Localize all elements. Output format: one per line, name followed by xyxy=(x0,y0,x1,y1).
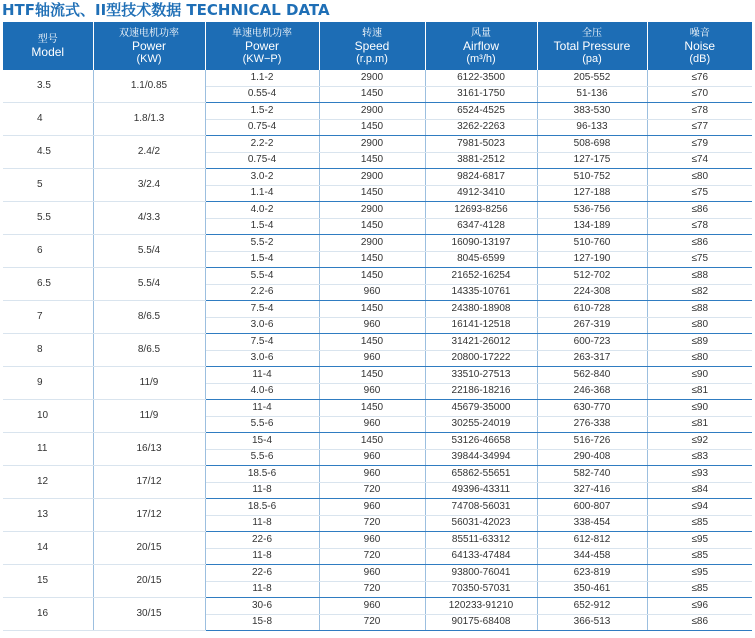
power-single-cell: 3.0-6 xyxy=(205,350,319,367)
header-model-en: Model xyxy=(31,44,65,59)
pressure-cell: 623-819 xyxy=(537,565,647,582)
airflow-cell: 4912-3410 xyxy=(425,185,537,202)
airflow-cell: 24380-18908 xyxy=(425,301,537,318)
header-noise-en: Noise xyxy=(684,38,716,53)
speed-cell: 960 xyxy=(319,565,425,582)
pressure-cell: 267-319 xyxy=(537,317,647,334)
noise-cell: ≤74 xyxy=(647,152,752,169)
table-row xyxy=(3,268,752,285)
noise-cell: ≤85 xyxy=(647,515,752,532)
speed-cell: 960 xyxy=(319,598,425,615)
airflow-cell: 49396-43311 xyxy=(425,482,537,499)
airflow-cell: 12693-8256 xyxy=(425,202,537,219)
power-single-cell: 1.1-4 xyxy=(205,185,319,202)
pressure-cell: 51-136 xyxy=(537,86,647,103)
noise-cell: ≤84 xyxy=(647,482,752,499)
airflow-cell: 56031-42023 xyxy=(425,515,537,532)
speed-cell: 720 xyxy=(319,482,425,499)
table-row xyxy=(3,598,752,615)
pressure-cell: 344-458 xyxy=(537,548,647,565)
table-row xyxy=(3,565,752,582)
pressure-cell: 246-368 xyxy=(537,383,647,400)
header-pressure-en: Total Pressure xyxy=(553,38,631,53)
speed-cell: 1450 xyxy=(319,86,425,103)
speed-cell: 960 xyxy=(319,317,425,334)
power-single-cell: 7.5-4 xyxy=(205,301,319,318)
airflow-cell: 22186-18216 xyxy=(425,383,537,400)
power-dual-cell: 20/15 xyxy=(93,532,205,565)
noise-cell: ≤70 xyxy=(647,86,752,103)
header-power-single xyxy=(205,22,319,70)
power-single-cell: 0.55-4 xyxy=(205,86,319,103)
airflow-cell: 65862-55651 xyxy=(425,466,537,483)
speed-cell: 960 xyxy=(319,350,425,367)
power-dual-cell: 20/15 xyxy=(93,565,205,598)
power-dual-cell: 3/2.4 xyxy=(93,169,205,202)
power-dual-cell: 1.1/0.85 xyxy=(93,70,205,103)
noise-cell: ≤93 xyxy=(647,466,752,483)
model-cell: 4.5 xyxy=(3,136,93,169)
airflow-cell: 8045-6599 xyxy=(425,251,537,268)
power-single-cell: 1.5-4 xyxy=(205,218,319,235)
pressure-cell: 516-726 xyxy=(537,433,647,450)
airflow-cell: 45679-35000 xyxy=(425,400,537,417)
power-single-cell: 15-4 xyxy=(205,433,319,450)
noise-cell: ≤77 xyxy=(647,119,752,136)
speed-cell: 1450 xyxy=(319,433,425,450)
airflow-cell: 7981-5023 xyxy=(425,136,537,153)
page-title: HTF轴流式、II型技术数据 TECHNICAL DATA xyxy=(2,1,330,19)
pressure-cell: 127-188 xyxy=(537,185,647,202)
noise-cell: ≤90 xyxy=(647,400,752,417)
power-single-cell: 3.0-6 xyxy=(205,317,319,334)
header-airflow-zh: 风量 xyxy=(471,27,491,39)
speed-cell: 2900 xyxy=(319,70,425,86)
noise-cell: ≤78 xyxy=(647,218,752,235)
power-single-cell: 11-8 xyxy=(205,548,319,565)
speed-cell: 1450 xyxy=(319,334,425,351)
airflow-cell: 31421-26012 xyxy=(425,334,537,351)
airflow-cell: 93800-76041 xyxy=(425,565,537,582)
airflow-cell: 85511-63312 xyxy=(425,532,537,549)
noise-cell: ≤86 xyxy=(647,614,752,631)
noise-cell: ≤95 xyxy=(647,565,752,582)
power-single-cell: 5.5-2 xyxy=(205,235,319,252)
pressure-cell: 205-552 xyxy=(537,70,647,86)
airflow-cell: 64133-47484 xyxy=(425,548,537,565)
airflow-cell: 39844-34994 xyxy=(425,449,537,466)
power-single-cell: 2.2-2 xyxy=(205,136,319,153)
speed-cell: 720 xyxy=(319,614,425,631)
power-single-cell: 15-8 xyxy=(205,614,319,631)
noise-cell: ≤83 xyxy=(647,449,752,466)
model-cell: 5 xyxy=(3,169,93,202)
header-pressure-unit: (pa) xyxy=(582,52,602,65)
pressure-cell: 276-338 xyxy=(537,416,647,433)
table-row xyxy=(3,499,752,516)
table-row xyxy=(3,400,752,417)
noise-cell: ≤96 xyxy=(647,598,752,615)
power-dual-cell: 4/3.3 xyxy=(93,202,205,235)
power-single-cell: 11-4 xyxy=(205,367,319,384)
speed-cell: 960 xyxy=(319,284,425,301)
header-noise xyxy=(647,22,752,70)
power-single-cell: 22-6 xyxy=(205,565,319,582)
header-power-dual xyxy=(93,22,205,70)
power-single-cell: 7.5-4 xyxy=(205,334,319,351)
power-single-cell: 11-4 xyxy=(205,400,319,417)
model-cell: 8 xyxy=(3,334,93,367)
airflow-cell: 74708-56031 xyxy=(425,499,537,516)
airflow-cell: 3161-1750 xyxy=(425,86,537,103)
airflow-cell: 33510-27513 xyxy=(425,367,537,384)
power-single-cell: 11-8 xyxy=(205,515,319,532)
power-single-cell: 4.0-2 xyxy=(205,202,319,219)
pressure-cell: 510-752 xyxy=(537,169,647,186)
noise-cell: ≤85 xyxy=(647,548,752,565)
power-single-cell: 2.2-6 xyxy=(205,284,319,301)
header-power-dual-zh: 双速电机功率 xyxy=(119,27,179,39)
model-cell: 15 xyxy=(3,565,93,598)
technical-data-table xyxy=(3,22,752,631)
airflow-cell: 90175-68408 xyxy=(425,614,537,631)
pressure-cell: 350-461 xyxy=(537,581,647,598)
airflow-cell: 70350-57031 xyxy=(425,581,537,598)
noise-cell: ≤86 xyxy=(647,235,752,252)
model-cell: 12 xyxy=(3,466,93,499)
pressure-cell: 630-770 xyxy=(537,400,647,417)
airflow-cell: 3881-2512 xyxy=(425,152,537,169)
speed-cell: 720 xyxy=(319,581,425,598)
airflow-cell: 16141-12518 xyxy=(425,317,537,334)
power-dual-cell: 17/12 xyxy=(93,466,205,499)
pressure-cell: 96-133 xyxy=(537,119,647,136)
power-dual-cell: 16/13 xyxy=(93,433,205,466)
noise-cell: ≤88 xyxy=(647,268,752,285)
header-pressure xyxy=(537,22,647,70)
table-row xyxy=(3,103,752,120)
pressure-cell: 383-530 xyxy=(537,103,647,120)
pressure-cell: 562-840 xyxy=(537,367,647,384)
noise-cell: ≤78 xyxy=(647,103,752,120)
power-dual-cell: 30/15 xyxy=(93,598,205,631)
power-dual-cell: 5.5/4 xyxy=(93,235,205,268)
pressure-cell: 510-760 xyxy=(537,235,647,252)
noise-cell: ≤89 xyxy=(647,334,752,351)
pressure-cell: 610-728 xyxy=(537,301,647,318)
model-cell: 6.5 xyxy=(3,268,93,301)
pressure-cell: 134-189 xyxy=(537,218,647,235)
model-cell: 9 xyxy=(3,367,93,400)
speed-cell: 1450 xyxy=(319,152,425,169)
noise-cell: ≤79 xyxy=(647,136,752,153)
speed-cell: 1450 xyxy=(319,301,425,318)
noise-cell: ≤92 xyxy=(647,433,752,450)
model-cell: 16 xyxy=(3,598,93,631)
pressure-cell: 338-454 xyxy=(537,515,647,532)
noise-cell: ≤85 xyxy=(647,581,752,598)
pressure-cell: 612-812 xyxy=(537,532,647,549)
speed-cell: 1450 xyxy=(319,218,425,235)
header-power-single-en: Power xyxy=(244,38,279,53)
noise-cell: ≤95 xyxy=(647,532,752,549)
model-cell: 13 xyxy=(3,499,93,532)
header-airflow-unit: (m³/h) xyxy=(466,52,496,65)
speed-cell: 2900 xyxy=(319,202,425,219)
noise-cell: ≤88 xyxy=(647,301,752,318)
table-row xyxy=(3,70,752,86)
airflow-cell: 6347-4128 xyxy=(425,218,537,235)
pressure-cell: 600-807 xyxy=(537,499,647,516)
airflow-cell: 120233-91210 xyxy=(425,598,537,615)
model-cell: 5.5 xyxy=(3,202,93,235)
power-dual-cell: 1.8/1.3 xyxy=(93,103,205,136)
pressure-cell: 327-416 xyxy=(537,482,647,499)
header-power-single-zh: 单速电机功率 xyxy=(232,27,292,39)
speed-cell: 1450 xyxy=(319,400,425,417)
power-single-cell: 30-6 xyxy=(205,598,319,615)
speed-cell: 720 xyxy=(319,548,425,565)
power-single-cell: 0.75-4 xyxy=(205,152,319,169)
airflow-cell: 16090-13197 xyxy=(425,235,537,252)
header-speed-zh: 转速 xyxy=(362,27,382,39)
airflow-cell: 14335-10761 xyxy=(425,284,537,301)
power-single-cell: 1.1-2 xyxy=(205,70,319,86)
model-cell: 7 xyxy=(3,301,93,334)
table-header xyxy=(3,22,752,70)
table-row xyxy=(3,334,752,351)
speed-cell: 1450 xyxy=(319,251,425,268)
power-dual-cell: 8/6.5 xyxy=(93,334,205,367)
table-row xyxy=(3,301,752,318)
noise-cell: ≤80 xyxy=(647,169,752,186)
pressure-cell: 224-308 xyxy=(537,284,647,301)
airflow-cell: 21652-16254 xyxy=(425,268,537,285)
pressure-cell: 600-723 xyxy=(537,334,647,351)
model-cell: 6 xyxy=(3,235,93,268)
power-dual-cell: 2.4/2 xyxy=(93,136,205,169)
noise-cell: ≤80 xyxy=(647,350,752,367)
speed-cell: 1450 xyxy=(319,119,425,136)
header-airflow xyxy=(425,22,537,70)
power-single-cell: 5.5-6 xyxy=(205,449,319,466)
power-single-cell: 1.5-2 xyxy=(205,103,319,120)
pressure-cell: 512-702 xyxy=(537,268,647,285)
speed-cell: 960 xyxy=(319,383,425,400)
power-single-cell: 18.5-6 xyxy=(205,466,319,483)
speed-cell: 1450 xyxy=(319,367,425,384)
noise-cell: ≤75 xyxy=(647,185,752,202)
airflow-cell: 3262-2263 xyxy=(425,119,537,136)
pressure-cell: 366-513 xyxy=(537,614,647,631)
noise-cell: ≤80 xyxy=(647,317,752,334)
power-single-cell: 5.5-6 xyxy=(205,416,319,433)
power-single-cell: 1.5-4 xyxy=(205,251,319,268)
table-row xyxy=(3,136,752,153)
noise-cell: ≤82 xyxy=(647,284,752,301)
power-single-cell: 0.75-4 xyxy=(205,119,319,136)
table-row xyxy=(3,169,752,186)
noise-cell: ≤90 xyxy=(647,367,752,384)
table-row xyxy=(3,235,752,252)
power-dual-cell: 17/12 xyxy=(93,499,205,532)
power-dual-cell: 5.5/4 xyxy=(93,268,205,301)
speed-cell: 960 xyxy=(319,466,425,483)
speed-cell: 2900 xyxy=(319,136,425,153)
header-speed-en: Speed xyxy=(354,38,390,53)
pressure-cell: 508-698 xyxy=(537,136,647,153)
header-power-dual-unit: (KW) xyxy=(136,52,162,65)
header-airflow-en: Airflow xyxy=(462,38,499,53)
header-speed-unit: (r.p.m) xyxy=(356,52,388,65)
table-body xyxy=(3,70,752,631)
noise-cell: ≤76 xyxy=(647,70,752,86)
power-single-cell: 3.0-2 xyxy=(205,169,319,186)
pressure-cell: 263-317 xyxy=(537,350,647,367)
power-dual-cell: 8/6.5 xyxy=(93,301,205,334)
noise-cell: ≤75 xyxy=(647,251,752,268)
speed-cell: 960 xyxy=(319,416,425,433)
model-cell: 11 xyxy=(3,433,93,466)
header-power-single-unit: (KW−P) xyxy=(242,52,282,65)
speed-cell: 2900 xyxy=(319,169,425,186)
header-model-zh: 型号 xyxy=(37,33,58,45)
pressure-cell: 290-408 xyxy=(537,449,647,466)
speed-cell: 960 xyxy=(319,449,425,466)
airflow-cell: 6524-4525 xyxy=(425,103,537,120)
speed-cell: 2900 xyxy=(319,235,425,252)
noise-cell: ≤94 xyxy=(647,499,752,516)
header-row xyxy=(3,22,752,70)
header-noise-zh: 噪音 xyxy=(689,27,710,39)
model-cell: 4 xyxy=(3,103,93,136)
power-dual-cell: 11/9 xyxy=(93,367,205,400)
power-single-cell: 4.0-6 xyxy=(205,383,319,400)
pressure-cell: 127-175 xyxy=(537,152,647,169)
noise-cell: ≤81 xyxy=(647,383,752,400)
speed-cell: 2900 xyxy=(319,103,425,120)
noise-cell: ≤86 xyxy=(647,202,752,219)
speed-cell: 720 xyxy=(319,515,425,532)
model-cell: 14 xyxy=(3,532,93,565)
header-pressure-zh: 全压 xyxy=(582,27,602,39)
power-single-cell: 5.5-4 xyxy=(205,268,319,285)
table-row xyxy=(3,202,752,219)
table-row xyxy=(3,532,752,549)
speed-cell: 960 xyxy=(319,499,425,516)
pressure-cell: 582-740 xyxy=(537,466,647,483)
airflow-cell: 6122-3500 xyxy=(425,70,537,86)
noise-cell: ≤81 xyxy=(647,416,752,433)
speed-cell: 1450 xyxy=(319,268,425,285)
airflow-cell: 53126-46658 xyxy=(425,433,537,450)
airflow-cell: 20800-17222 xyxy=(425,350,537,367)
speed-cell: 960 xyxy=(319,532,425,549)
pressure-cell: 127-190 xyxy=(537,251,647,268)
power-single-cell: 11-8 xyxy=(205,482,319,499)
table-row xyxy=(3,367,752,384)
header-model xyxy=(3,22,93,70)
power-dual-cell: 11/9 xyxy=(93,400,205,433)
header-power-dual-en: Power xyxy=(131,38,166,53)
header-speed xyxy=(319,22,425,70)
airflow-cell: 30255-24019 xyxy=(425,416,537,433)
pressure-cell: 652-912 xyxy=(537,598,647,615)
model-cell: 3.5 xyxy=(3,70,93,103)
power-single-cell: 11-8 xyxy=(205,581,319,598)
speed-cell: 1450 xyxy=(319,185,425,202)
model-cell: 10 xyxy=(3,400,93,433)
airflow-cell: 9824-6817 xyxy=(425,169,537,186)
header-noise-unit: (dB) xyxy=(689,52,711,65)
pressure-cell: 536-756 xyxy=(537,202,647,219)
power-single-cell: 22-6 xyxy=(205,532,319,549)
power-single-cell: 18.5-6 xyxy=(205,499,319,516)
table-row xyxy=(3,466,752,483)
table-row xyxy=(3,433,752,450)
